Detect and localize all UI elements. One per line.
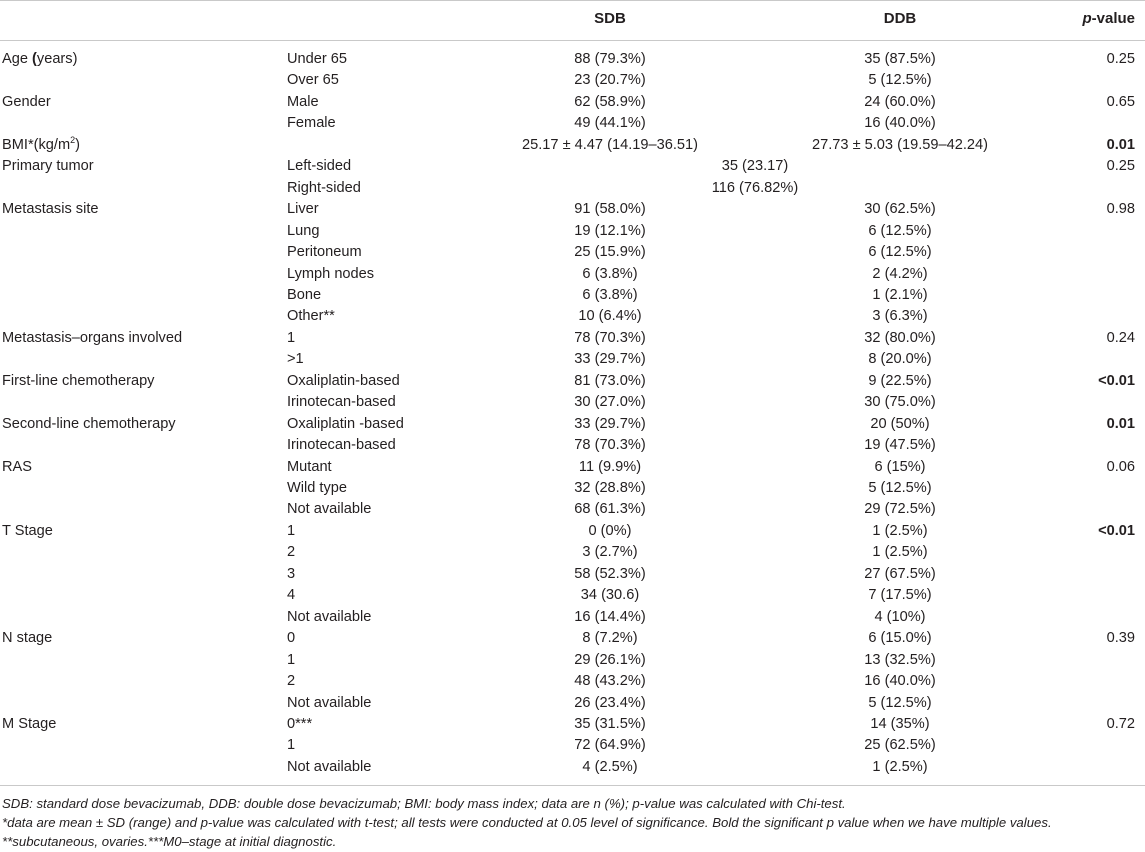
sdb-value: 88 (79.3%): [574, 51, 646, 67]
category-label: Oxaliplatin -based: [287, 415, 404, 432]
category-label: Liver: [287, 201, 319, 218]
category-label: 1: [287, 329, 296, 346]
category-label: Female: [287, 115, 336, 132]
ddb-value: 1 (2.5%): [872, 758, 928, 775]
table-row: [0, 241, 1145, 263]
variable-label: Metastasis site: [2, 201, 99, 218]
table-row: [0, 177, 1145, 199]
ddb-value: 14 (35%): [870, 715, 930, 732]
p-value: 0.39: [1106, 630, 1135, 647]
ddb-value: 32 (80.0%): [864, 329, 936, 346]
table-row: [0, 220, 1145, 242]
sdb-value: 4 (2.5%): [582, 758, 638, 775]
variable-label: M Stage: [2, 715, 57, 732]
variable-label: Primary tumor: [2, 158, 94, 175]
category-label: 2: [287, 673, 296, 690]
sdb-value: 35 (31.5%): [574, 715, 646, 732]
table-row: [0, 370, 1145, 392]
category-label: Other**: [287, 308, 335, 325]
table-row: [0, 477, 1145, 499]
table-row: [0, 649, 1145, 671]
sdb-value: 49 (44.1%): [574, 115, 646, 132]
table-row: [0, 563, 1145, 585]
sdb-value: 62 (58.9%): [574, 93, 646, 110]
ddb-value: 19 (47.5%): [864, 437, 936, 454]
ddb-value: 1 (2.5%): [872, 522, 928, 539]
table-row: [0, 692, 1145, 714]
ddb-value: 3 (6.3%): [872, 308, 928, 325]
p-value: 0.65: [1106, 93, 1135, 110]
variable-label: T Stage: [2, 522, 53, 539]
sdb-value: 25 (15.9%): [574, 244, 646, 261]
category-label: Mutant: [287, 458, 332, 475]
sdb-value: 78 (70.3%): [574, 329, 646, 346]
table-row: [0, 670, 1145, 692]
table-row: [0, 713, 1145, 735]
sdb-value: 19 (12.1%): [574, 222, 646, 239]
sdb-value: 11 (9.9%): [578, 458, 642, 475]
category-label: Male: [287, 93, 319, 110]
category-label: 2: [287, 544, 296, 561]
sdb-value: 30 (27.0%): [574, 394, 646, 411]
p-value: 0.72: [1106, 715, 1135, 732]
variable-label-part: Age: [2, 51, 33, 67]
category-label: 1: [287, 522, 296, 539]
footnote-other: **subcutaneous, ovaries.***M0–stage at initial diagnostic.: [2, 834, 337, 849]
ddb-value: 2 (4.2%): [872, 265, 928, 282]
table-row: [0, 584, 1145, 606]
category-label: Not available: [287, 501, 372, 518]
ddb-value: 7 (17.5%): [868, 587, 932, 604]
category-label: Peritoneum: [287, 244, 362, 261]
variable-label: Second-line chemotherapy: [2, 415, 176, 432]
p-value: <0.01: [1098, 522, 1135, 539]
table-row: [0, 734, 1145, 756]
ddb-value: 35 (87.5%): [864, 51, 936, 67]
ddb-value: 4 (10%): [874, 608, 926, 625]
sdb-value: 33 (29.7%): [574, 415, 646, 432]
sdb-value: 23 (20.7%): [574, 72, 646, 89]
category-label: 0: [287, 630, 296, 647]
ddb-value: 27 (67.5%): [864, 565, 936, 582]
table-row: [0, 134, 1145, 156]
table-row: [0, 198, 1145, 220]
ddb-value: 16 (40.0%): [864, 115, 936, 132]
category-label: Bone: [287, 286, 322, 303]
category-label: 1: [287, 737, 296, 754]
category-label: Over 65: [287, 72, 339, 89]
table-row: [0, 541, 1145, 563]
table-row: [0, 391, 1145, 413]
sdb-value: 3 (2.7%): [582, 544, 638, 561]
p-value: 0.98: [1106, 201, 1135, 218]
category-label: 4: [287, 587, 296, 604]
sdb-value: 58 (52.3%): [574, 565, 646, 582]
sdb-value: 6 (3.8%): [582, 265, 638, 282]
sdb-value: 81 (73.0%): [574, 372, 646, 389]
variable-label: First-line chemotherapy: [2, 372, 155, 389]
table-row: [0, 627, 1145, 649]
table-row: [0, 434, 1145, 456]
table-row: [0, 112, 1145, 134]
combined-value: 35 (23.17): [721, 158, 789, 175]
combined-value: 116 (76.82%): [711, 179, 799, 196]
footnote-abbreviations: SDB: standard dose bevacizumab, DDB: double dose bevacizumab; BMI: body mass index; data are n (%); p-value was calculated with Chi-test.: [2, 796, 846, 811]
table-row: [0, 284, 1145, 306]
sdb-value: 68 (61.3%): [574, 501, 646, 518]
category-label: >1: [287, 351, 304, 368]
ddb-value: 16 (40.0%): [864, 673, 936, 690]
sdb-value: 32 (28.8%): [574, 480, 646, 496]
table-row: [0, 305, 1145, 327]
ddb-value: 5 (12.5%): [868, 480, 932, 496]
ddb-value: 20 (50%): [870, 415, 930, 432]
table-row: [0, 327, 1145, 349]
variable-label: [2, 48, 77, 70]
sdb-value: 33 (29.7%): [574, 351, 646, 368]
variable-label: RAS: [2, 458, 33, 475]
variable-label-part: ): [75, 136, 80, 153]
table-row: [0, 91, 1145, 113]
ddb-value: 1 (2.5%): [872, 544, 928, 561]
ddb-value: 27.73 ± 5.03 (19.59–42.24): [812, 136, 988, 153]
sdb-value: 6 (3.8%): [582, 286, 638, 303]
ddb-value: 30 (75.0%): [864, 394, 936, 411]
sdb-value: 25.17 ± 4.47 (14.19–36.51): [522, 136, 698, 153]
variable-label-part: years): [36, 51, 78, 67]
category-label: Right-sided: [287, 179, 361, 196]
table-row: [0, 48, 1145, 70]
category-label: 0***: [287, 715, 313, 732]
table-row: [0, 498, 1145, 520]
category-label: Oxaliplatin-based: [287, 372, 400, 389]
ddb-value: 6 (15%): [874, 458, 926, 475]
table-row: [0, 456, 1145, 478]
ddb-value: 1 (2.1%): [872, 286, 928, 303]
variable-label: N stage: [2, 630, 53, 647]
ddb-value: 29 (72.5%): [864, 501, 936, 518]
header-p-italic: p: [1082, 10, 1092, 27]
variable-label: Metastasis–organs involved: [2, 329, 183, 346]
sdb-value: 10 (6.4%): [578, 308, 642, 325]
sdb-value: 29 (26.1%): [574, 651, 646, 668]
ddb-value: 6 (12.5%): [868, 222, 932, 239]
p-value: 0.01: [1106, 136, 1135, 153]
table-row: [0, 413, 1145, 435]
p-value: 0.24: [1106, 329, 1135, 346]
table-row: [0, 756, 1145, 778]
table-row: [0, 348, 1145, 370]
header-p-rest: -value: [1091, 10, 1135, 27]
ddb-value: 5 (12.5%): [868, 694, 932, 711]
sdb-value: 72 (64.9%): [574, 737, 646, 754]
category-label: 3: [287, 565, 296, 582]
footnote-statistics: *data are mean ± SD (range) and p-value was calculated with t-test; all tests were conducted at 0.05 level of significance. Bold the significant p value when we have multiple values.: [2, 815, 1052, 830]
sdb-value: 78 (70.3%): [574, 437, 646, 454]
table-row: [0, 520, 1145, 542]
category-label: Irinotecan-based: [287, 394, 396, 411]
p-value: 0.01: [1106, 415, 1135, 432]
category-label: Not available: [287, 694, 372, 711]
sdb-value: 26 (23.4%): [574, 694, 646, 711]
table-row: [0, 263, 1145, 285]
category-label: Irinotecan-based: [287, 437, 396, 454]
p-value: <0.01: [1098, 372, 1135, 389]
header-p-value: [1082, 10, 1135, 28]
sdb-value: 48 (43.2%): [574, 673, 646, 690]
header-rule: [0, 40, 1145, 41]
category-label: Lung: [287, 222, 320, 239]
variable-label: [2, 134, 80, 156]
ddb-value: 5 (12.5%): [868, 72, 932, 89]
p-value: 0.25: [1106, 51, 1135, 67]
sdb-value: 34 (30.6): [580, 587, 640, 604]
sdb-value: 0 (0%): [588, 522, 632, 539]
category-label: Wild type: [287, 480, 348, 496]
category-label: 1: [287, 651, 296, 668]
table-row: [0, 69, 1145, 91]
variable-label: Gender: [2, 93, 51, 110]
table-row: [0, 606, 1145, 628]
category-label: Lymph nodes: [287, 265, 375, 282]
ddb-value: 6 (12.5%): [868, 244, 932, 261]
category-label: Not available: [287, 608, 372, 625]
ddb-value: 30 (62.5%): [864, 201, 936, 218]
bottom-rule: [0, 785, 1145, 786]
variable-label-bold: (: [32, 51, 37, 67]
header-ddb: DDB: [883, 10, 917, 27]
ddb-value: 6 (15.0%): [868, 630, 932, 647]
header-sdb: SDB: [594, 10, 626, 27]
category-label: Left-sided: [287, 158, 352, 175]
variable-label-part: BMI*(kg/m: [2, 136, 71, 153]
top-rule: [0, 0, 1145, 1]
p-value: 0.25: [1106, 158, 1135, 175]
sdb-value: 8 (7.2%): [582, 630, 638, 647]
table-row: [0, 155, 1145, 177]
ddb-value: 24 (60.0%): [864, 93, 936, 110]
ddb-value: 25 (62.5%): [864, 737, 936, 754]
category-label: Not available: [287, 758, 372, 775]
sdb-value: 91 (58.0%): [574, 201, 646, 218]
variable-label-superscript: 2: [70, 134, 76, 145]
p-value: 0.06: [1106, 458, 1135, 475]
ddb-value: 9 (22.5%): [868, 372, 932, 389]
category-label: Under 65: [287, 51, 348, 67]
ddb-value: 13 (32.5%): [864, 651, 936, 668]
sdb-value: 16 (14.4%): [574, 608, 646, 625]
ddb-value: 8 (20.0%): [868, 351, 932, 368]
